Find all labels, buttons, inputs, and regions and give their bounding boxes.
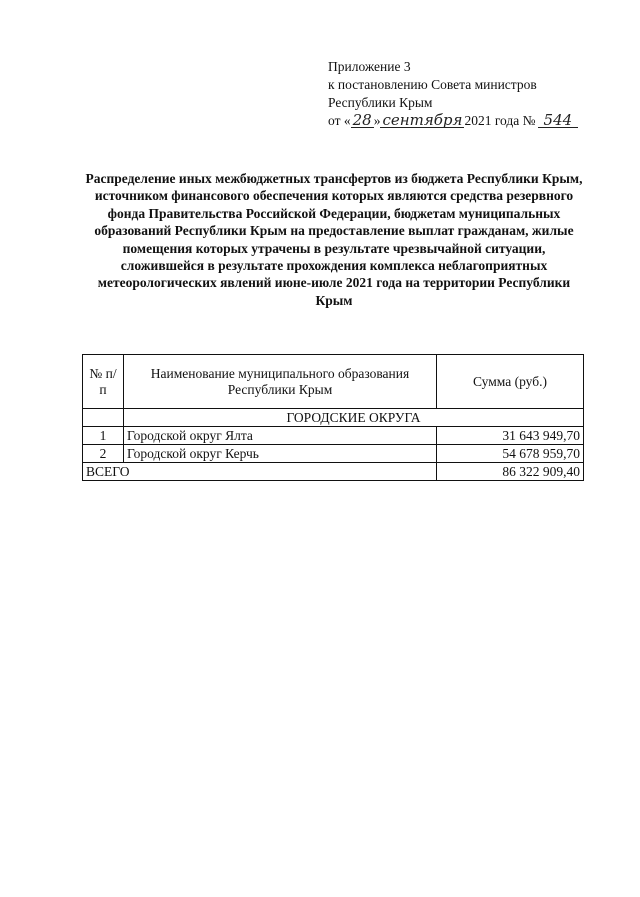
- appendix-line-3: Республики Крым: [328, 95, 433, 110]
- table-section-row: [83, 409, 584, 427]
- header-name: Наименование муниципального образования Республики Крым: [124, 355, 437, 409]
- table-total-row: [83, 463, 584, 481]
- appendix-header: [328, 58, 618, 130]
- handwritten-order-number: 544: [538, 113, 579, 128]
- section-title: ГОРОДСКИЕ ОКРУГА: [124, 409, 584, 427]
- row-name: Городской округ Керчь: [124, 445, 437, 463]
- appendix-line-1: Приложение 3: [328, 59, 411, 74]
- table-header-row: [83, 355, 584, 409]
- row-num: 1: [83, 427, 124, 445]
- header-num: № п/п: [83, 355, 124, 409]
- total-label: ВСЕГО: [83, 463, 437, 481]
- document-title: Распределение иных межбюджетных трансфертов из бюджета Республики Крым, источником финансового обеспечения которых являются средства резервного фонда Правительства Российской Федерации, бюджетам муниципальных образований Республики Крым на предоставление выплат гражданам, жилые помещения которых утрачены в результате чрезвычайной ситуации, сложившейся в результате прохождения комплекса неблагоприятных метеорологических явлений июне-июле 2021 года на территории Республики Крым: [85, 171, 583, 308]
- handwritten-day: 28: [352, 111, 372, 129]
- header-sum: Сумма (руб.): [437, 355, 584, 409]
- table-row: [83, 445, 584, 463]
- handwritten-month: сентября: [382, 111, 463, 129]
- distribution-table: [82, 354, 584, 481]
- row-sum: 31 643 949,70: [437, 427, 584, 445]
- row-num: 2: [83, 445, 124, 463]
- row-sum: 54 678 959,70: [437, 445, 584, 463]
- table-row: [83, 427, 584, 445]
- appendix-line-2: к постановлению Совета министров: [328, 77, 537, 92]
- section-empty-cell: [83, 409, 124, 427]
- total-sum: 86 322 909,40: [437, 463, 584, 481]
- date-mid: »: [373, 113, 381, 128]
- appendix-date-line: [328, 112, 618, 130]
- row-name: Городской округ Ялта: [124, 427, 437, 445]
- date-year: 2021 года №: [464, 113, 536, 128]
- date-prefix: от «: [328, 113, 351, 128]
